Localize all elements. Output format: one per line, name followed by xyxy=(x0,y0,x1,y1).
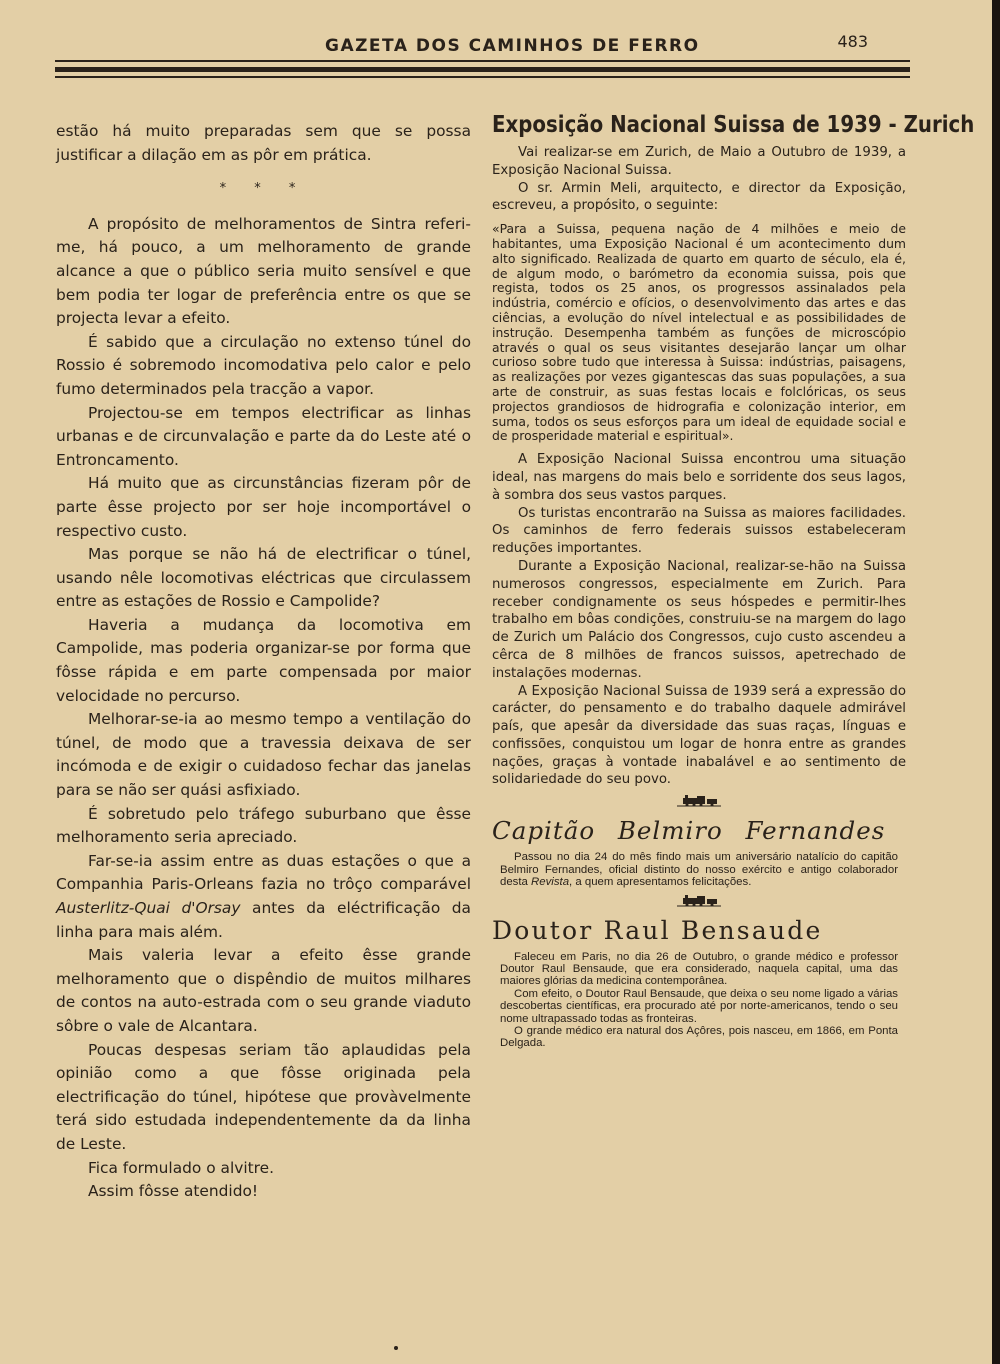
paragraph xyxy=(56,850,471,944)
paragraph: Durante a Exposição Nacional, realizar-se-hão na Suissa numerosos congressos, especialmente em Zurich. Para receber condignamente os seus hóspedes e permitir-lhes trabalho em bôas condições, construiu-se na margem do lago de Zurich um Palácio dos Congressos, cujo custo ascendeu a cêrca de 8 milhões de francos suissos, apetrechado de instalações modernas. xyxy=(492,558,906,681)
page-dot xyxy=(394,1346,398,1350)
page-edge xyxy=(992,0,1000,1364)
italic-text: Austerlitz-Quai d'Orsay xyxy=(56,899,241,917)
text: , a quem apresentamos felicitações. xyxy=(569,876,752,889)
article-title: Capitão Belmiro Fernandes xyxy=(492,816,886,846)
paragraph: Fica formulado o alvitre. xyxy=(88,1158,275,1177)
header-rule xyxy=(55,60,910,62)
paragraph: Poucas despesas seriam tão aplaudidas pela opinião como a que fôsse originada pela electrificação do túnel, hipótese que provàvelmente terá sido estudada independentemente da da linha de Leste. xyxy=(56,1040,471,1153)
header-rule-thick xyxy=(55,67,910,72)
article-body xyxy=(500,951,898,1050)
paragraph: estão há muito preparadas sem que se possa justificar a dilação em as pôr em prática. xyxy=(56,122,471,164)
text: antes da eléctrificação da linha para mais além. xyxy=(56,899,471,941)
paragraph: A Exposição Nacional Suissa encontrou uma situação ideal, nas margens do mais belo e sorridente dos seus lagos, à sombra dos seus vastos parques. xyxy=(492,452,906,503)
article-title: Exposição Nacional Suissa de 1939 - Zurich xyxy=(492,112,975,138)
paragraph: Vai realizar-se em Zurich, de Maio a Outubro de 1939, a Exposição Nacional Suissa. xyxy=(492,145,906,178)
text: Passou no dia 24 do mês findo mais um aniversário natalício do capitão Belmiro Fernandes, oficial distinto do nosso exército e antigo colaborador desta xyxy=(500,851,898,889)
paragraph: Assim fôsse atendido! xyxy=(88,1182,259,1201)
article-title: Doutor Raul Bensaude xyxy=(492,915,823,945)
paragraph: Haveria a mudança da locomotiva em Campolide, mas poderia organizar-se por forma que fôsse rápida e em parte compensada por maior velocidade no percurso. xyxy=(56,615,471,705)
paragraph: Projectou-se em tempos electrificar as linhas urbanas e de circunvalação e parte da do Leste até o Entroncamento. xyxy=(56,403,471,469)
ornament-separator xyxy=(492,893,906,912)
paragraph: A Exposição Nacional Suissa de 1939 será a expressão do carácter, do pensamento e do trabalho daquele admirável país, que apesâr da diversidade das suas raças, línguas e confissões, conquistou um logar de honra entre as grandes nações, graças à vontade inabalável e ao sentimento de solidariedade do seu povo. xyxy=(492,683,906,788)
ornament-separator xyxy=(492,793,906,812)
paragraph xyxy=(500,851,898,888)
italic-text: Revista xyxy=(531,876,570,889)
paragraph: Faleceu em Paris, no dia 26 de Outubro, o grande médico e professor Doutor Raul Bensaude, que era considerado, naquela capital, uma das maiores glórias da medicina contemporânea. xyxy=(500,950,898,988)
article-body xyxy=(500,851,898,888)
locomotive-icon xyxy=(677,894,721,908)
section-separator: * * * xyxy=(219,181,308,197)
locomotive-icon xyxy=(677,794,721,808)
text: Far-se-ia assim entre as duas estações o que a Companhia Paris-Orleans fazia no trôço comparável xyxy=(56,851,471,894)
paragraph: O sr. Armin Meli, arquitecto, e director da Exposição, escreveu, a propósito, o seguinte: xyxy=(492,180,906,214)
paragraph: A propósito de melhoramentos de Sintra referi-me, há pouco, a um melhoramento de grande alcance a que o público seria muito sensível e que bem podia ter logar de preferência entre os que se projecta levar a efeito. xyxy=(56,214,471,328)
paragraph: Mas porque se não há de electrificar o túnel, usando nêle locomotivas eléctricas que circulassem entre as estações de Rossio e Campolide? xyxy=(56,545,471,611)
paragraph: Há muito que as circunstâncias fizeram pôr de parte êsse projecto por ser hoje incomportável o respectivo custo. xyxy=(56,474,471,540)
paragraph: É sobretudo pelo tráfego suburbano que êsse melhoramento seria apreciado. xyxy=(56,804,471,847)
page-number: 483 xyxy=(837,32,868,51)
paragraph: O grande médico era natural dos Açôres, pois nasceu, em 1866, em Ponta Delgada. xyxy=(500,1024,898,1050)
left-column xyxy=(56,120,471,1204)
article-body xyxy=(492,144,906,789)
quotation: «Para a Suissa, pequena nação de 4 milhões e meio de habitantes, uma Exposição Nacional é um acontecimento dum alto significado. Realizada de quarto em quarto de século, ela é, de algum modo, o barómetro da economia suissa, pois que regista, todos os 25 anos, os progressos assinalados pela indústria, comércio e ofícios, o desenvolvimento das artes e das ciências, a evolução do nível intelectual e as possibilidades de instrução. Desempenha também as funções de microscópio através o qual os seus visitantes desejarão lançar um olhar curioso sobre tudo que interessa à Suissa: indústrias, paisagens, as realizações por vezes gigantescas das suas populações, a sua arte de construir, as suas festas locais e folclóricas, os seus projectos grandiosos de hidrografia e colonização interior, em suma, todos os seus esforços para um ideal de equidade social e de prosperidade material e espiritual». xyxy=(492,221,906,444)
paragraph: É sabido que a circulação no extenso túnel do Rossio é sobremodo incomodativa pelo calor e pelo fumo determinados pela tracção a vapor. xyxy=(56,332,471,398)
paragraph: Mais valeria levar a efeito êsse grande melhoramento que o dispêndio de muitos milhares de contos na auto-estrada com o seu grande viaduto sôbre o vale de Alcantara. xyxy=(56,946,471,1035)
page-header xyxy=(55,30,910,82)
header-rule xyxy=(55,76,910,78)
paragraph: Com efeito, o Doutor Raul Bensaude, que deixa o seu nome ligado a várias descobertas científicas, era procurado até por norte-americanos, tendo o seu nome ultrapassado todas as fronteiras. xyxy=(500,987,898,1025)
right-column xyxy=(492,112,975,1050)
paragraph: Melhorar-se-ia ao mesmo tempo a ventilação do túnel, de modo que a travessia deixava de ser incómoda e de exigir o cuidadoso fechar das janelas para se não ser quási asfixiado. xyxy=(56,710,471,800)
paragraph: Os turistas encontrarão na Suissa as maiores facilidades. Os caminhos de ferro federais suissos estabeleceram reduções importantes. xyxy=(492,505,906,557)
journal-title: GAZETA DOS CAMINHOS DE FERRO xyxy=(325,36,700,56)
